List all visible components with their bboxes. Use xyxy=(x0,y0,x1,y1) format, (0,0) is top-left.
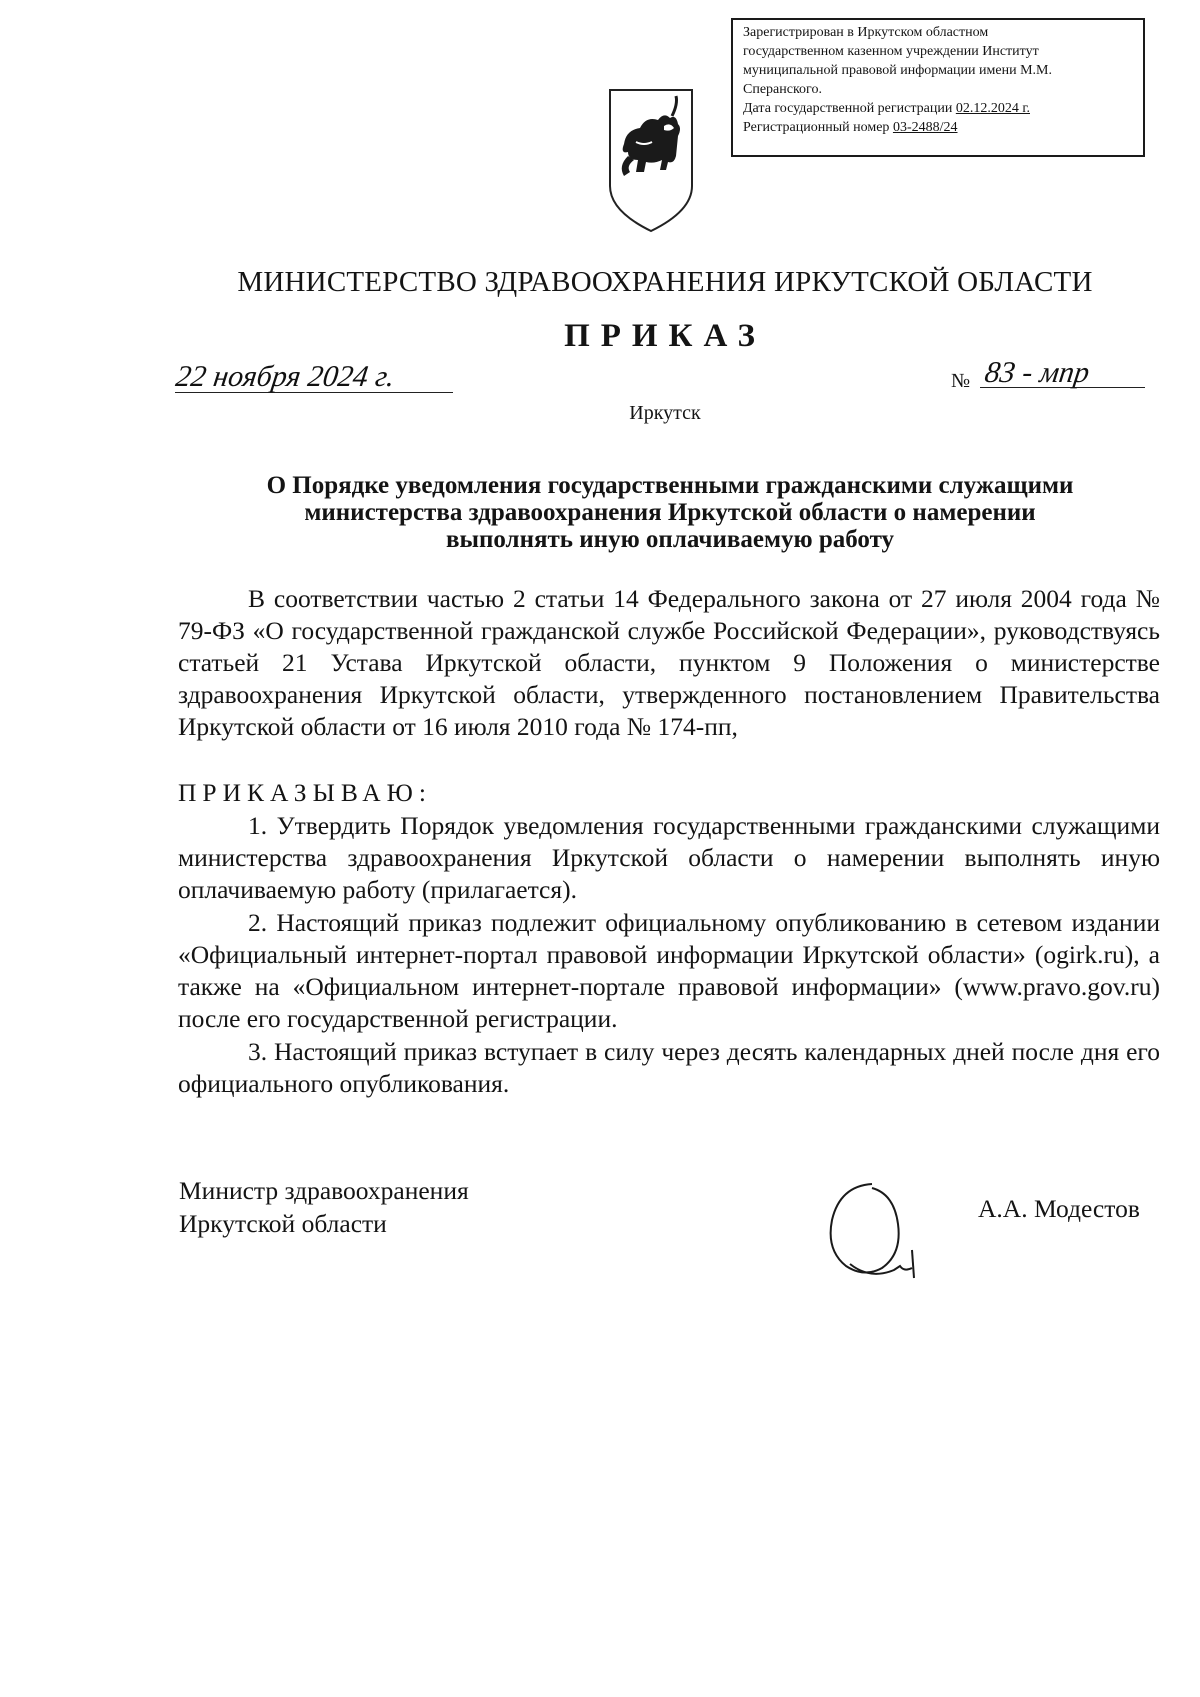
title-line: министерства здравоохранения Иркутской области о намерении xyxy=(304,499,1036,526)
document-title xyxy=(190,472,1150,553)
position-line: Министр здравоохранения xyxy=(179,1176,469,1205)
signatory-name: А.А. Модестов xyxy=(978,1194,1140,1223)
order-item-1: 1. Утвердить Порядок уведомления государственными гражданскими служащими министерства здравоохранения Иркутской области о намерении выполнять иную оплачиваемую работу (прилагается). xyxy=(178,811,1160,904)
order-item-2: 2. Настоящий приказ подлежит официальному опубликованию в сетевом издании «Официальный интернет-портал правовой информации Иркутской области» (ogirk.ru), а также на «Официальном интернет-портале правовой информации» (www.pravo.gov.ru) после его государственной регистрации. xyxy=(178,908,1160,1033)
preamble-paragraph: В соответствии частью 2 статьи 14 Федерального закона от 27 июля 2004 года № 79-ФЗ «О государственной гражданской службе Российской Федерации», руководствуясь статьей 21 Устава Иркутской области, пунктом 9 Положения о министерстве здравоохранения Иркутской области, утвержденного постановлением Правительства Иркутской области от 16 июля 2010 года № 174-пп, xyxy=(178,584,1160,741)
ministry-name: МИНИСТЕРСТВО ЗДРАВООХРАНЕНИЯ ИРКУТСКОЙ ОБЛАСТИ xyxy=(237,266,1093,298)
stamp-date-label: Дата государственной регистрации xyxy=(743,101,953,116)
handwritten-date: 22 ноября 2024 г. xyxy=(173,360,397,393)
document-type: ПРИКАЗ xyxy=(564,318,766,354)
stamp-number-value: 03-2488/24 xyxy=(892,120,958,135)
title-line: выполнять иную оплачиваемую работу xyxy=(445,526,895,553)
stamp-line: муниципальной правовой информации имени М.М. xyxy=(743,63,1052,78)
position-line: Иркутской области xyxy=(179,1209,387,1238)
stamp-date-value: 02.12.2024 г. xyxy=(955,101,1030,116)
city: Иркутск xyxy=(629,402,701,424)
stamp-line: Сперанского. xyxy=(743,82,822,97)
stamp-date-row xyxy=(743,99,1135,118)
title-line: О Порядке уведомления государственными гражданскими служащими xyxy=(266,472,1074,499)
coat-of-arms-icon xyxy=(606,86,696,234)
stamp-number-label: Регистрационный номер xyxy=(743,120,890,135)
directive-word: ПРИКАЗЫВАЮ: xyxy=(178,778,432,807)
registration-stamp xyxy=(731,18,1145,157)
handwritten-number: 83 - мпр xyxy=(982,356,1092,389)
order-item-3: 3. Настоящий приказ вступает в силу через десять календарных дней после дня его официального опубликования. xyxy=(178,1037,1160,1098)
number-label: № xyxy=(951,370,971,392)
stamp-line: государственном казенном учреждении Институт xyxy=(743,44,1039,59)
handwritten-signature xyxy=(820,1180,930,1290)
stamp-line: Зарегистрирован в Иркутском областном xyxy=(743,25,989,40)
signatory-position xyxy=(179,1174,469,1240)
stamp-number-row xyxy=(743,118,1135,137)
